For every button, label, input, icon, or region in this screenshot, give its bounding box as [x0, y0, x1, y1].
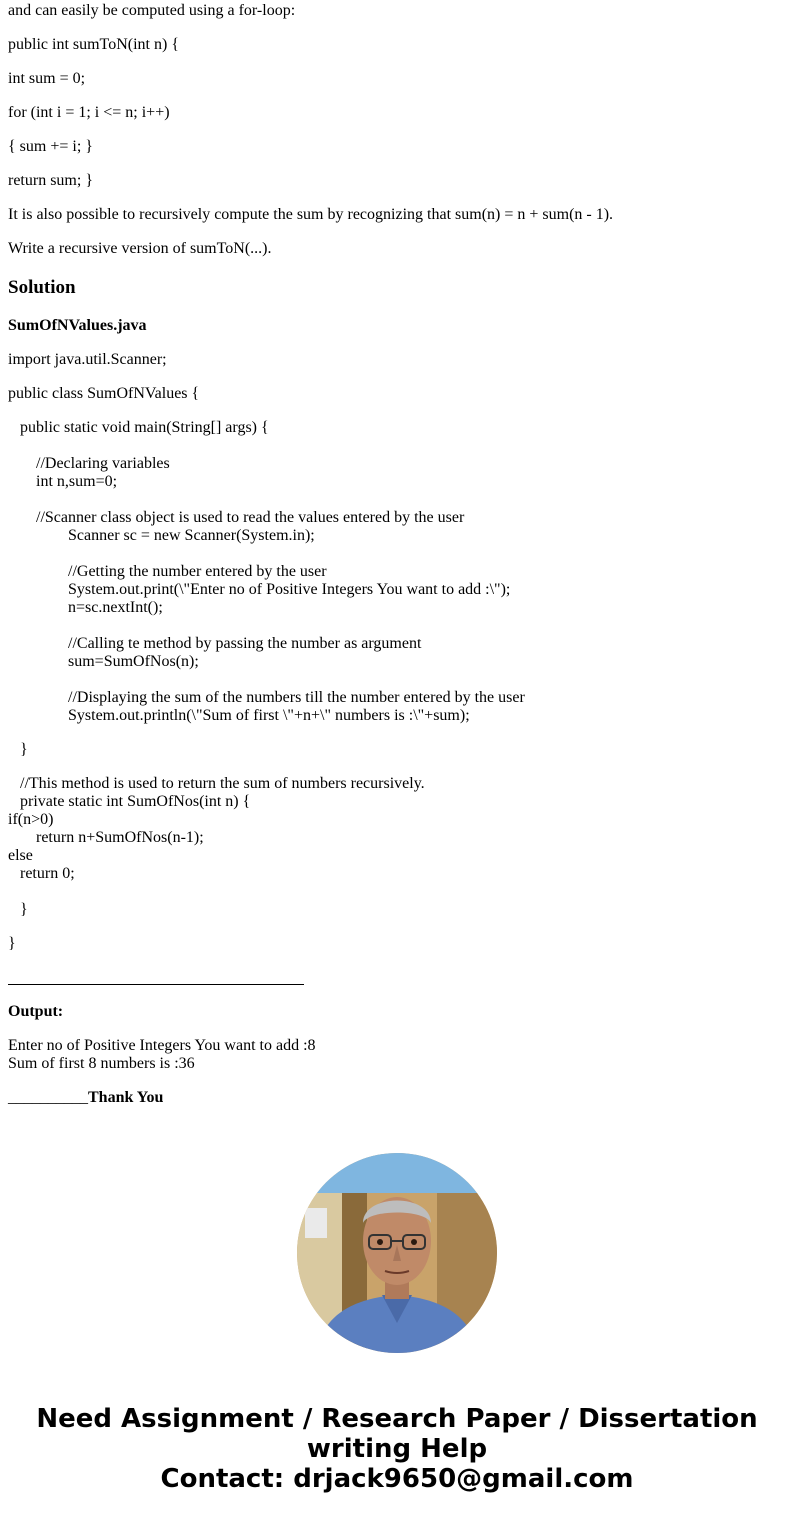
- output-heading: Output:: [8, 1003, 64, 1020]
- code-line: public class SumOfNValues {: [8, 385, 200, 402]
- code-line: }: [20, 741, 28, 758]
- output-line: Enter no of Positive Integers You want to add :8: [8, 1037, 316, 1054]
- code-line: int sum = 0;: [8, 70, 86, 87]
- code-comment: //Displaying the sum of the numbers till the number entered by the user: [68, 689, 525, 706]
- code-line: return sum; }: [8, 172, 93, 189]
- solution-heading: Solution: [8, 277, 76, 298]
- footer-line: Need Assignment / Research Paper / Dissertation: [36, 1404, 758, 1434]
- code-line: System.out.println(\"Sum of first \"+n+\" numbers is :\"+sum);: [68, 707, 470, 724]
- code-comment: //This method is used to return the sum of numbers recursively.: [20, 775, 425, 792]
- portrait-image: [297, 1153, 497, 1353]
- underscore-line: __________: [8, 1089, 88, 1106]
- question-text: Write a recursive version of sumToN(...).: [8, 240, 272, 257]
- footer-line: writing Help: [306, 1434, 488, 1464]
- code-line: return 0;: [20, 865, 75, 882]
- code-comment: //Calling te method by passing the number as argument: [68, 635, 422, 652]
- code-comment: //Getting the number entered by the user: [68, 563, 327, 580]
- code-line: }: [8, 935, 16, 952]
- avatar: [297, 1153, 497, 1353]
- code-line: { sum += i; }: [8, 138, 93, 155]
- code-comment: //Declaring variables: [36, 455, 170, 472]
- horizontal-rule: [8, 984, 304, 985]
- output-line: Sum of first 8 numbers is :36: [8, 1055, 195, 1072]
- code-line: n=sc.nextInt();: [68, 599, 163, 616]
- code-line: return n+SumOfNos(n-1);: [36, 829, 204, 846]
- code-line: }: [20, 901, 28, 918]
- code-line: int n,sum=0;: [36, 473, 118, 490]
- code-line: System.out.print(\"Enter no of Positive Integers You want to add :\");: [68, 581, 511, 598]
- code-line: private static int SumOfNos(int n) {: [20, 793, 251, 810]
- thank-you-line: [8, 1089, 163, 1107]
- code-comment: //Scanner class object is used to read the values entered by the user: [36, 509, 465, 526]
- file-name: SumOfNValues.java: [8, 317, 147, 334]
- paragraph: It is also possible to recursively compute the sum by recognizing that sum(n) = n + sum(n - 1).: [8, 206, 614, 223]
- code-line: for (int i = 1; i <= n; i++): [8, 104, 170, 121]
- code-line: else: [8, 847, 33, 864]
- code-line: import java.util.Scanner;: [8, 351, 167, 368]
- contact-line: Contact: drjack9650@gmail.com: [160, 1464, 634, 1494]
- code-line: public int sumToN(int n) {: [8, 36, 179, 53]
- code-line: sum=SumOfNos(n);: [68, 653, 199, 670]
- code-line: Scanner sc = new Scanner(System.in);: [68, 527, 315, 544]
- code-line: if(n>0): [8, 811, 54, 828]
- intro-text: and can easily be computed using a for-loop:: [8, 2, 296, 19]
- thank-you-text: Thank You: [88, 1089, 164, 1106]
- code-line: public static void main(String[] args) {: [20, 419, 269, 436]
